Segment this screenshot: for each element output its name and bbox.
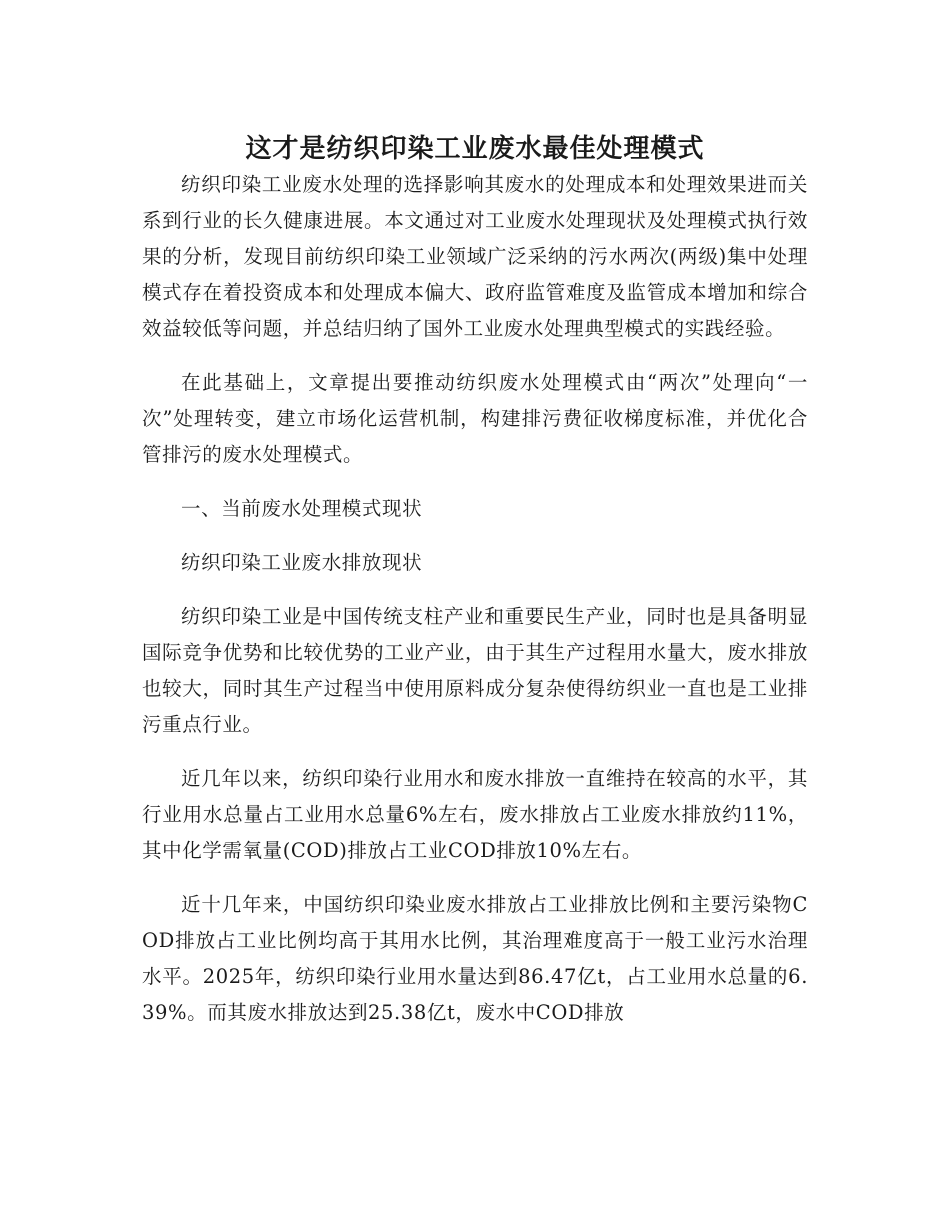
document-body (142, 167, 808, 1049)
paragraph-industry-overview: 纺织印染工业是中国传统支柱产业和重要民生产业，同时也是具备明显国际竞争优势和比较优势的工业产业，由于其生产过程用水量大，废水排放也较大，同时其生产过程当中使用原料成分复杂使得纺织业一直也是工业排污重点行业。 (142, 605, 808, 736)
paragraph-water-usage: 近几年以来，纺织印染行业用水和废水排放一直维持在较高的水平，其行业用水总量占工业用水总量6%左右，废水排放占工业废水排放约11%，其中化学需氧量(COD)排放占工业COD排放10%左右。 (142, 767, 808, 862)
paragraph-proposal: 在此基础上，文章提出要推动纺织废水处理模式由“两次”处理向“一次”处理转变，建立市场化运营机制，构建排污费征收梯度标准，并优化合管排污的废水处理模式。 (142, 371, 808, 466)
paragraph-emission-stats: 近十几年来，中国纺织印染业废水排放占工业排放比例和主要污染物COD排放占工业比例均高于其用水比例，其治理难度高于一般工业污水治理水平。2025年，纺织印染行业用水量达到86.47亿t，占工业用水总量的6.39%。而其废水排放达到25.38亿t，废水中COD排放 (142, 893, 808, 1024)
paragraph-intro: 纺织印染工业废水处理的选择影响其废水的处理成本和处理效果进而关系到行业的长久健康进展。本文通过对工业废水处理现状及处理模式执行效果的分析，发现目前纺织印染工业领域广泛采纳的污水两次(两级)集中处理模式存在着投资成本和处理成本偏大、政府监管难度及监管成本增加和综合效益较低等问题，并总结归纳了国外工业废水处理典型模式的实践经验。 (142, 173, 808, 340)
section-heading: 一、当前废水处理模式现状 (181, 497, 423, 520)
document-title: 这才是纺织印染工业废水最佳处理模式 (245, 134, 705, 165)
subsection-heading: 纺织印染工业废水排放现状 (181, 551, 423, 574)
